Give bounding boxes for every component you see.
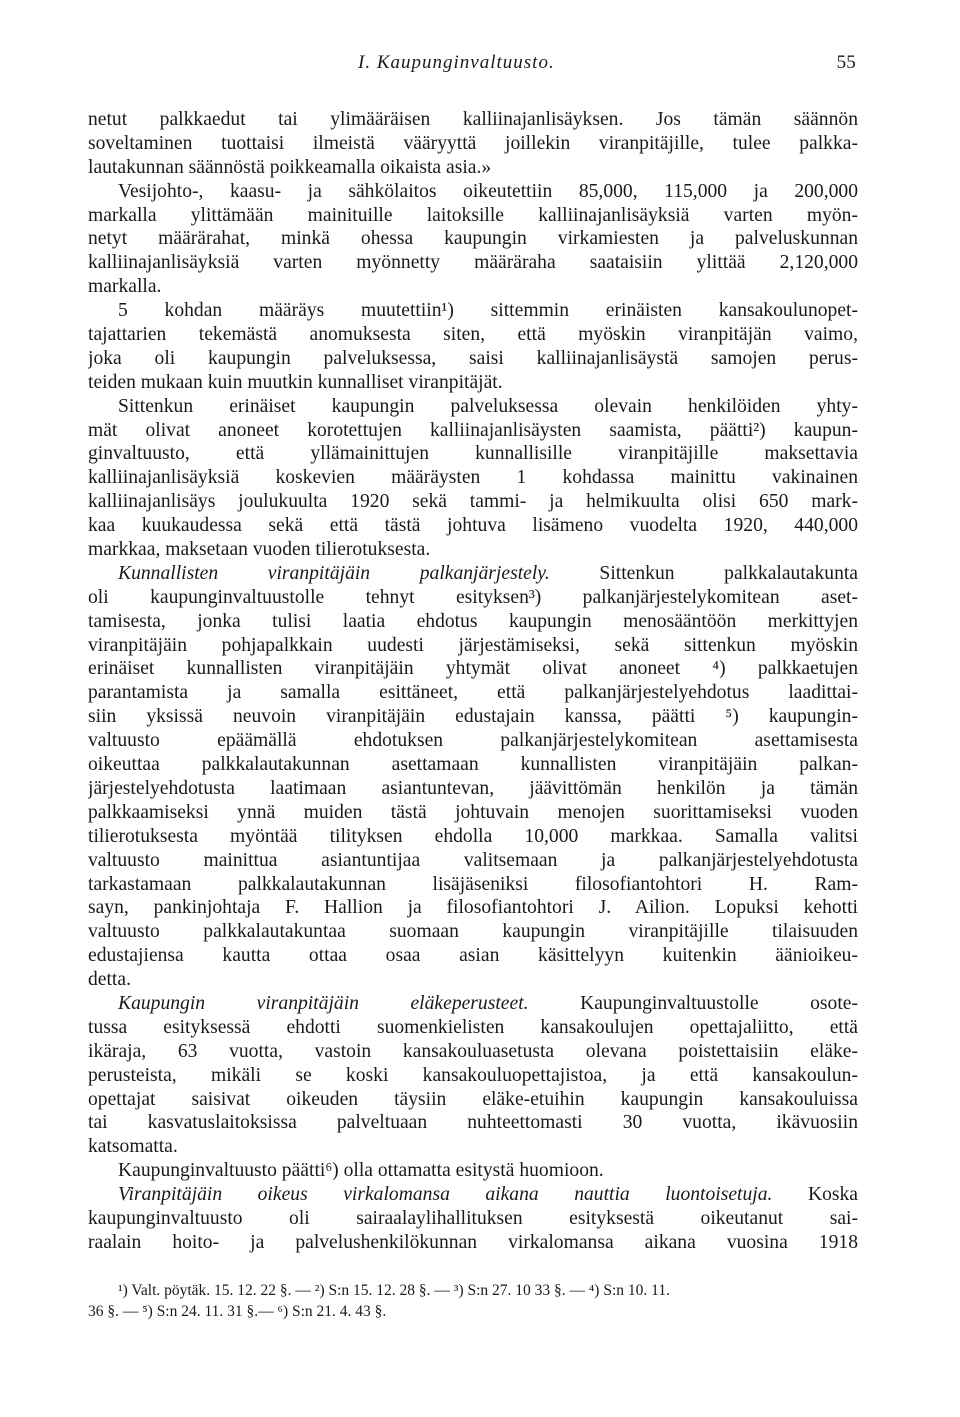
text-line: Kunnallisten viranpitäjäin palkanjärjestely. Sittenkun palkkalautakunta — [118, 562, 858, 584]
text-line: palkkaamiseksi ynnä muiden tästä johtuvain menojen suorittamiseksi vuoden — [88, 801, 858, 823]
text-line: raalain hoito- ja palvelushenkilökunnan virkalomansa aikana vuosina 1918 — [88, 1231, 858, 1253]
text-line: ikäraja, 63 vuotta, vastoin kansakouluasetusta olevana poistettaisiin eläke- — [88, 1040, 858, 1062]
text-line: kaupunginvaltuusto oli sairaalaylihallituksen esityksestä oikeutanut sai- — [88, 1207, 858, 1229]
footnote-line: ¹) Valt. pöytäk. 15. 12. 22 §. — ²) S:n 15. 12. 28 §. — ³) S:n 27. 10 33 §. — ⁴) S:n 10. 11. — [118, 1282, 670, 1299]
text-line: oikeuttaa palkkalautakunnan asettamaan kunnallisten viranpitäjäin palkan- — [88, 754, 858, 776]
footnotes — [88, 1280, 858, 1322]
text-line: teiden mukaan kuin muutkin kunnalliset viranpitäjät. — [88, 371, 503, 393]
text-line: Sittenkun erinäiset kaupungin palveluksessa olevain henkilöiden yhty- — [118, 395, 858, 417]
text-line: erinäiset kunnallisten viranpitäjäin yhtymät olivat anoneet ⁴) palkkaetujen — [88, 658, 858, 680]
text-line: markkaa, maksetaan vuoden tilierotuksesta. — [88, 539, 431, 561]
text-line: oli kaupunginvaltuustolle tehnyt esityksen³) palkanjärjestelykomitean aset- — [88, 586, 858, 608]
text-line: valtuusto epäämällä ehdotuksen palkanjärjestelykomitean asettamisesta — [88, 730, 858, 752]
text-line: lautakunnan säännöstä poikkeamalla oikaista asia.» — [88, 156, 492, 178]
text-line: mät olivat anoneet korotettujen kalliinajanlisäysten saamista, päätti²) kaupun- — [88, 419, 858, 441]
text-line: tarkastamaan palkkalautakunnan lisäjäseniksi filosofiantohtori H. Ram- — [88, 873, 858, 895]
text-line: kalliinajanlisäys joulukuulta 1920 sekä tammi- ja helmikuulta olisi 650 mark- — [88, 491, 858, 513]
text-line: valtuusto palkkalautakuntaa suomaan kaupungin viranpitäjille tilaisuuden — [88, 921, 858, 943]
text-line: tilierotuksesta myöntää tilityksen ehdolla 10,000 markkaa. Samalla valitsi — [88, 825, 858, 847]
text-line: katsomatta. — [88, 1136, 178, 1158]
text-line: 5 kohdan määräys muutettiin¹) sittemmin erinäisten kansakoulunopet- — [118, 300, 858, 322]
text-line: markalla ylittämään mainituille laitoksille kalliinajanlisäyksiä varten myön- — [88, 204, 858, 226]
text-line: Kaupungin viranpitäjäin eläkeperusteet. Kaupunginvaltuustolle osote- — [118, 992, 858, 1014]
text-line: Vesijohto-, kaasu- ja sähkölaitos oikeutettiin 85,000, 115,000 ja 200,000 — [118, 180, 858, 202]
text-line: valtuusto mainittua asiantuntijaa valitsemaan ja palkanjärjestelyehdotusta — [88, 849, 858, 871]
page-number: 55 — [836, 52, 856, 73]
running-header — [88, 40, 858, 80]
text-line: kalliinajanlisäyksiä koskevien määräysten 1 kohdassa mainittu vakinainen — [88, 467, 858, 489]
text-line: soveltaminen tuottaisi ilmeistä vääryyttä joillekin viranpitäjille, tulee palkka- — [88, 132, 858, 154]
text-line: siin yksissä neuvoin viranpitäjäin edustajain kanssa, päätti ⁵) kaupungin- — [88, 706, 858, 728]
text-line: kaa kuukaudessa sekä että tästä johtuva lisämeno vuodelta 1920, 440,000 — [88, 515, 858, 537]
text-line: detta. — [88, 969, 131, 991]
section-heading: Viranpitäjäin oikeus virkalomansa aikana nauttia luontoisetuja. — [118, 1184, 773, 1206]
text-line: parantamista ja samalla esittäneet, että palkanjärjestelyehdotus laadittai- — [88, 682, 858, 704]
text-line: netut palkkaedut tai ylimääräisen kalliinajanlisäyksen. Jos tämän säännön — [88, 109, 858, 130]
footnote-line: 36 §. — ⁵) S:n 24. 11. 31 §.— ⁶) S:n 21. 4. 43 §. — [88, 1303, 387, 1320]
text-line: kalliinajanlisäyksiä varten myönnetty määräraha saataisiin ylittää 2,120,000 — [88, 252, 858, 274]
text-line: tussa esityksessä ehdotti suomenkielisten kansakoulujen opettajaliitto, että — [88, 1016, 858, 1038]
text-line: ginvaltuusto, että yllämainittujen kunnallisille viranpitäjille maksettavia — [88, 443, 858, 465]
text-line: sayn, pankinjohtaja F. Hallion ja filosofiantohtori J. Ailion. Lopuksi kehotti — [88, 897, 858, 919]
text-line: joka oli kaupungin palveluksessa, saisi kalliinajanlisäystä samojen perus- — [88, 347, 858, 369]
text-line: tamisesta, jonka tulisi laatia ehdotus kaupungin menosääntöön merkittyjen — [88, 610, 858, 632]
section-heading: Kaupungin viranpitäjäin eläkeperusteet. — [118, 992, 529, 1014]
text-line: viranpitäjäin pohjapalkkain uudesti järjestämiseksi, sekä sittenkun myöskin — [88, 634, 858, 656]
header-title: I. Kaupunginvaltuusto. — [358, 52, 555, 73]
section-heading: Kunnallisten viranpitäjäin palkanjärjestely. — [118, 562, 550, 584]
text-line: markalla. — [88, 276, 162, 298]
text-line: Viranpitäjäin oikeus virkalomansa aikana nauttia luontoisetuja. Koska — [118, 1184, 858, 1206]
text-line: järjestelyehdotusta laatimaan asiantuntevan, jäävittömän henkilön ja tämän — [88, 777, 858, 799]
text-line: tai kasvatuslaitoksissa palveltuaan nuhteettomasti 30 vuotta, ikävuosiin — [88, 1112, 858, 1134]
text-line: edustajiensa kautta ottaa osaa asian käsittelyyn kuitenkin äänioikeu- — [88, 945, 858, 967]
text-line: netyt määrärahat, minkä ohessa kaupungin virkamiesten ja palveluskunnan — [88, 228, 858, 250]
text-line: perusteista, mikäli se koski kansakouluopettajistoa, ja että kansakoulun- — [88, 1064, 858, 1086]
text-line: Kaupunginvaltuusto päätti⁶) olla ottamatta esitystä huomioon. — [118, 1160, 604, 1182]
text-line: tajattarien tekemästä anomuksesta siten, että myöskin viranpitäjän vaimo, — [88, 324, 858, 346]
body-text — [88, 108, 858, 1255]
text-line: opettajat saisivat oikeuden täysiin eläke-etuihin kaupungin kansakouluissa — [88, 1088, 858, 1110]
document-page — [88, 40, 858, 1320]
